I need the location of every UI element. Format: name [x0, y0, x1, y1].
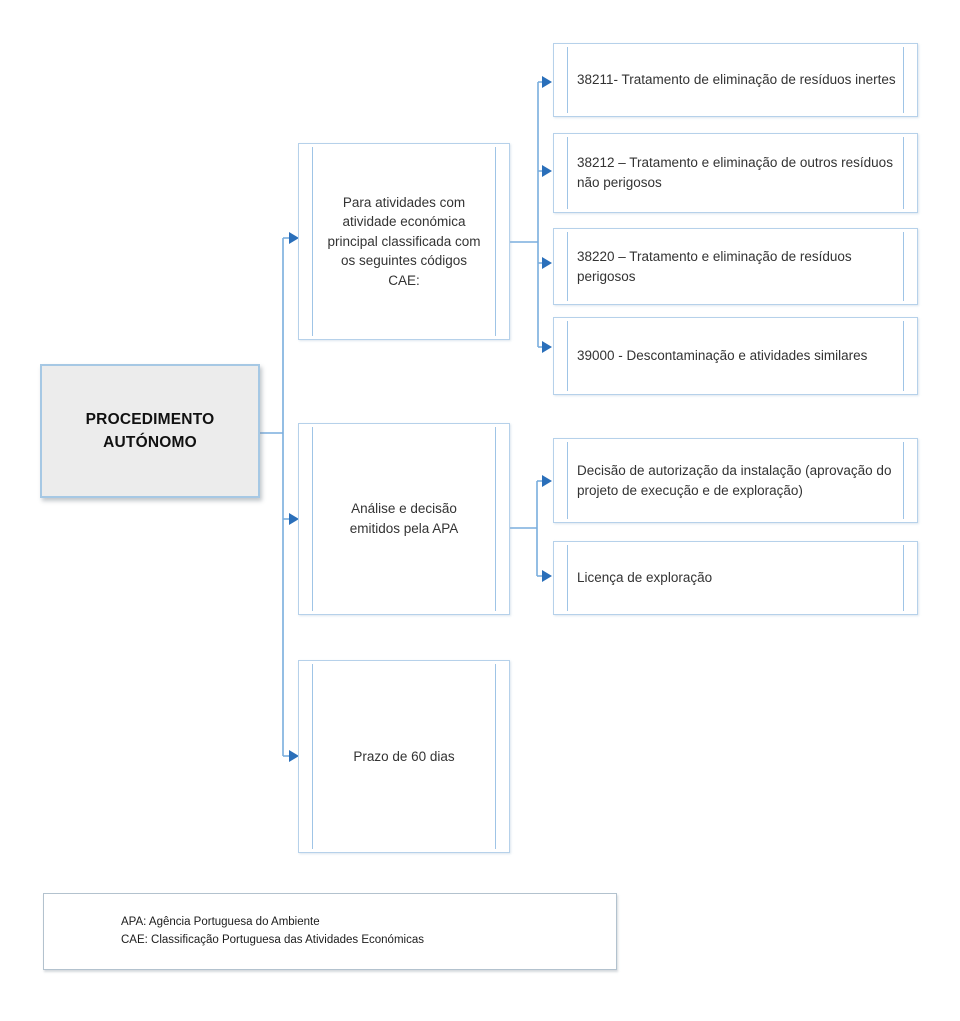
- legend-line-cae: CAE: Classificação Portuguesa das Atividades Económicas: [121, 933, 424, 946]
- arrow-leaf-1-icon: [542, 76, 552, 88]
- root-node-procedimento-autonomo: [40, 364, 260, 498]
- arrow-leaf-6-icon: [542, 570, 552, 582]
- leaf-node-label: Licença de exploração: [577, 570, 713, 586]
- arrow-leaf-2-icon: [542, 165, 552, 177]
- branch-node-deadline: [298, 660, 510, 853]
- leaf-node-label: Decisão de autorização da instalação (aprovação do projeto de execução e de exploração): [577, 462, 892, 498]
- leaf-node-label: 39000 - Descontaminação e atividades similares: [577, 348, 868, 364]
- branch-node-label: Para atividades com atividade económica principal classificada com os seguintes códigos CAE:: [327, 194, 481, 288]
- arrow-leaf-5-icon: [542, 475, 552, 487]
- legend-line-apa: APA: Agência Portuguesa do Ambiente: [121, 915, 320, 928]
- leaf-node-label: 38211- Tratamento de eliminação de resíduos inertes: [577, 72, 896, 88]
- branch-node-apa-decision: [298, 423, 510, 615]
- leaf-node-cae-38211: [553, 43, 918, 117]
- leaf-node-cae-38212: [553, 133, 918, 213]
- arrow-leaf-3-icon: [542, 257, 552, 269]
- leaf-node-operation-license: [553, 541, 918, 615]
- root-node-label: PROCEDIMENTO AUTÓNOMO: [85, 410, 215, 451]
- arrow-leaf-4-icon: [542, 341, 552, 353]
- legend-box: [43, 893, 617, 970]
- leaf-node-label: 38220 – Tratamento e eliminação de resíduos perigosos: [577, 248, 852, 284]
- leaf-node-installation-authorization: [553, 438, 918, 523]
- leaf-node-cae-38220: [553, 228, 918, 305]
- branch-node-label: Prazo de 60 dias: [353, 748, 455, 764]
- branch-node-cae-activities: [298, 143, 510, 340]
- leaf-node-label: 38212 – Tratamento e eliminação de outros resíduos não perigosos: [577, 155, 893, 190]
- branch-node-label: Análise e decisão emitidos pela APA: [349, 501, 459, 536]
- leaf-node-cae-39000: [553, 317, 918, 395]
